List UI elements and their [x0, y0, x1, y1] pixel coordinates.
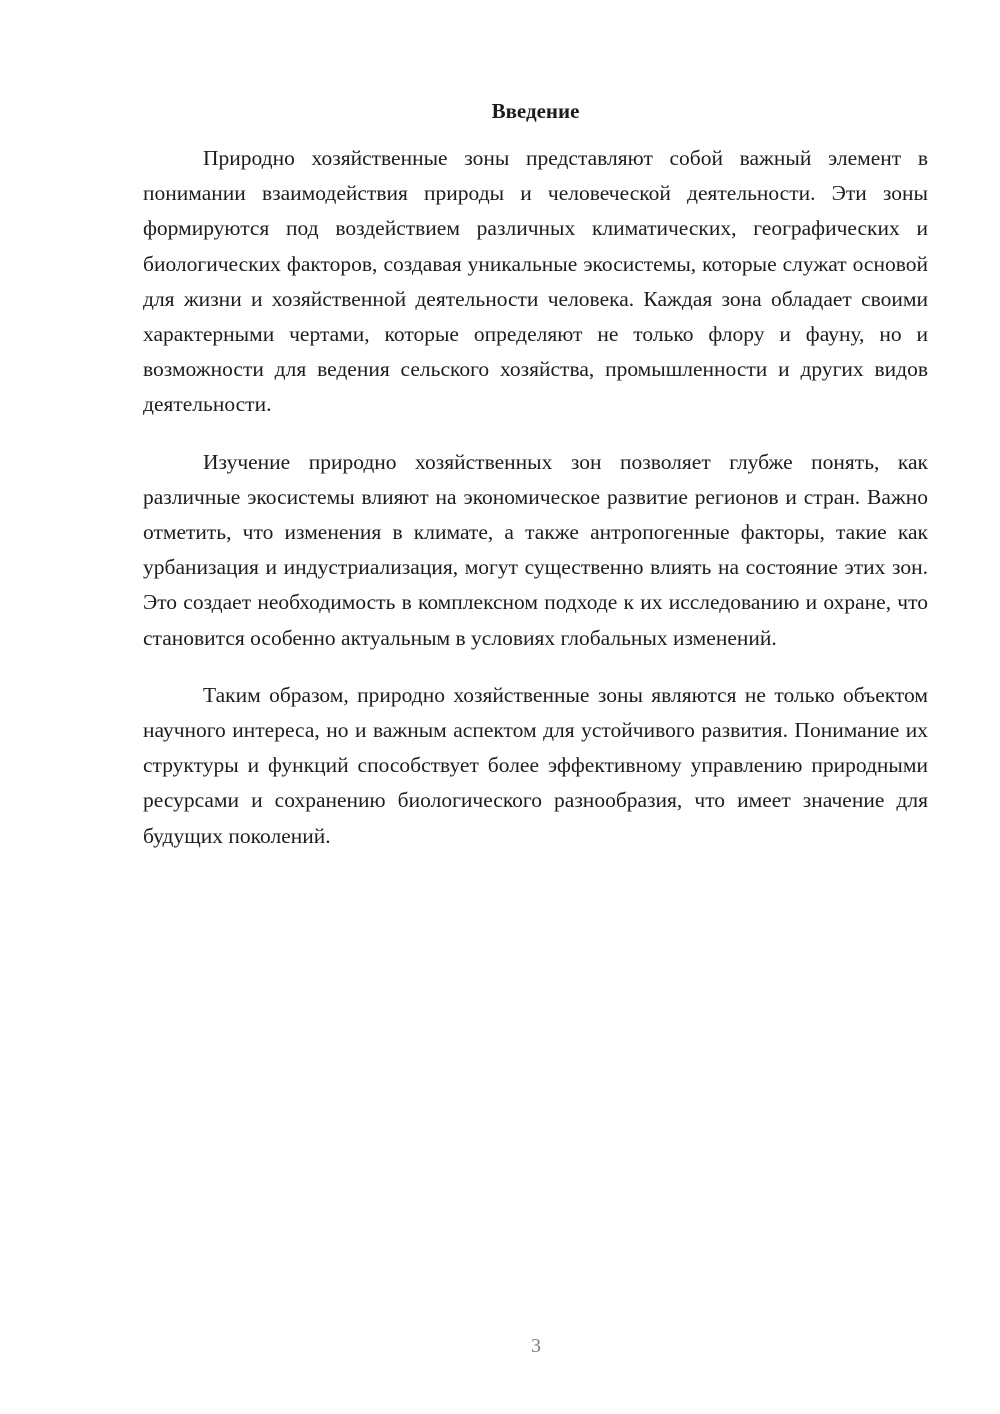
document-body — [143, 141, 928, 876]
paragraph-3: Таким образом, природно хозяйственные зоны являются не только объектом научного интереса, но и важным аспектом для устойчивого развития. Понимание их структуры и функций способствует более эффективному управлению природными ресурсами и сохранению биологического разнообразия, что имеет значение для будущих поколений. — [143, 682, 928, 848]
page-number: 3 — [531, 1335, 541, 1357]
paragraph-1: Природно хозяйственные зоны представляют собой важный элемент в понимании взаимодействия природы и человеческой деятельности. Эти зоны формируются под воздействием различных климатических, географических и биологических факторов, создавая уникальные экосистемы, которые служат основой для жизни и хозяйственной деятельности человека. Каждая зона обладает своими характерными чертами, которые определяют не только флору и фауну, но и возможности для ведения сельского хозяйства, промышленности и других видов деятельности. — [143, 146, 928, 417]
paragraph-2: Изучение природно хозяйственных зон позволяет глубже понять, как различные экосистемы влияют на экономическое развитие регионов и стран. Важно отметить, что изменения в климате, а также антропогенные факторы, такие как урбанизация и индустриализация, могут существенно влиять на состояние этих зон. Это создает необходимость в комплексном подходе к их исследованию и охране, что становится особенно актуальным в условиях глобальных изменений. — [143, 449, 928, 650]
section-heading: Введение — [491, 99, 580, 123]
